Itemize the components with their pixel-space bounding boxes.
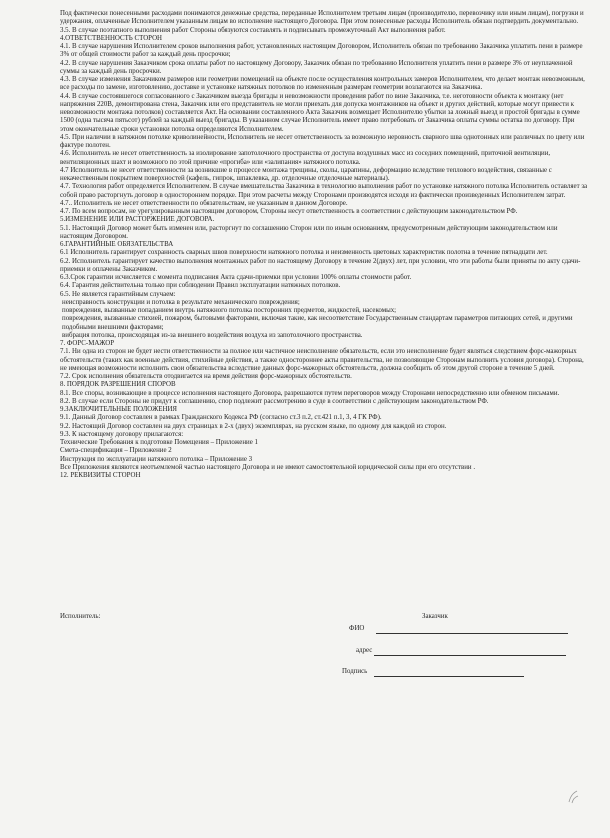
- paragraph-4-7b: 4.7. Технология работ определяется Исполнителем. В случае вмешательства Заказчика в технологию выполнения работ по установке натяжного потолка Исполнитель оставляет за собой право расторгнуть договор в одностороннем порядке. При этом расчеты между Сторонами производятся исходя из фактически произведенных Исполнителем затрат.: [60, 183, 588, 199]
- paragraph-6-3: 6.3.Срок гарантии исчисляется с момента подписания Акта сдачи-приемки при условии 100% оплаты стоимости работ.: [60, 274, 412, 281]
- paragraph-6-4: 6.4. Гарантия действительна только при соблюдении Правил эксплуатации натяжных потолков.: [60, 282, 341, 290]
- paragraph-7-1: 7.1. Ни одна из сторон не будет нести ответственности за полное или частичное неисполнение обязательств, если это неисполнение будет являться следствием форс-мажорных обстоятельств (таких как военные действия, стихийные действия, а также одностороннее акты правительства, не позволяющие Сторонам выполнить условия договора). Сторона, не имеющая возможности исполнить свои обязательства вследствие данных форс-мажорных обстоятельств, должна сообщить об этом другой стороне в течение 5 дней.: [60, 348, 584, 372]
- paragraph-4-7d: 4.7. По всем вопросам, не урегулированным настоящим договором, Стороны несут ответственность в соответствии с действующим законодательством РФ.: [60, 208, 518, 215]
- paragraph-4-4: 4.4. В случае состоявшегося согласованного с Заказчиком выезда бригады и невозможности проведения работ по вине Заказчика, т.е. неготовности объекта к монтажу (нет напряжения 220В, демонтирована стена, Заказчик или его представитель не могли приехать для допуска монтажников на объект и других действий, которые могут привести к невозможности монтажа потолков) составляется Акт. На основании составленного Акта Заказчик возмещает Исполнителю убытки за ложный выезд и простой бригады в сумме 1500 (одна тысяча пятьсот) рублей за каждый выезд бригады. В указанном случае Исполнитель имеет право потребовать от Заказчика оплаты суммы остатка по договору. При этом окончательные сроки установки потолка определяются Исполнителем.: [60, 92, 580, 133]
- appendix-3: Инструкция по эксплуатации натяжного потолка – Приложение 3: [60, 455, 253, 463]
- heading-liability: 4.ОТВЕТСТВЕННОСТЬ СТОРОН: [60, 34, 163, 42]
- paragraph-4-5: 4.5. При наличии в натяжном потолке криволинейности, Исполнитель не несет ответственность за возможную неровность сварного шва однотонных или различных по цвету или фактуре полотен.: [60, 133, 585, 149]
- warranty-exclusion-1: неисправность конструкции и потолка в результате механического повреждения;: [62, 298, 300, 306]
- customer-label: Заказчик: [422, 613, 448, 620]
- heading-requisites: 12. РЕКВИЗИТЫ СТОРОН: [60, 472, 141, 479]
- warranty-exclusion-3: повреждения, вызванные стихией, пожаром, бытовыми факторами, включая такие, как несоответствие Государственным стандартам параметров питающих сетей, и другими подобными внешними факторами;: [62, 315, 573, 331]
- contract-text: [60, 10, 588, 480]
- paragraph-3-5: 3.5. В случае поэтапного выполнения работ Стороны обязуются составлять и подписывать промежуточный Акт выполнения работ.: [60, 26, 446, 34]
- paragraph-6-1: 6.1 Исполнитель гарантирует сохранность сварных швов поверхности натяжного потолка и неизменность цветовых характеристик полотна в течение пятнадцати лет.: [60, 249, 548, 257]
- paragraph-expenses: Под фактически понесенными расходами понимаются денежные средства, переданные Исполнителем третьим лицам (производителю, перевозчику или иным лицам), погрузки и удержания, оплаченные Исполнителем указанным лицам во исполнение настоящего Договора. При этом понесенные расходы Исполнитель обязан подтвердить документально.: [60, 10, 584, 26]
- appendix-1: Технические Требования к подготовке Помещения – Приложение 1: [60, 439, 258, 446]
- heading-change: 5.ИЗМЕНЕНИЕ ИЛИ РАСТОРЖЕНИЕ ДОГОВОРА.: [60, 216, 215, 224]
- paragraph-8-1: 8.1. Все споры, возникающие в процессе исполнения настоящего Договора, разрешаются путем переговоров между Сторонами непосредственно или обменом письмами.: [60, 389, 560, 397]
- paragraph-4-3: 4.3. В случае изменения Заказчиком размеров или геометрии помещений на объекте после осуществления контрольных замеров Исполнителем, что делает монтаж невозможным, все расходы по замене, изготовлению, доставке и установке натяжных потолков по измененным размерам геометрии возлагаются на Заказчика.: [60, 76, 585, 92]
- paragraph-4-7a: 4.7 Исполнитель не несет ответственности за возникшие в процессе монтажа трещины, сколы, царапины, деформацию вследствие теплового воздействия, связанные с некачественным покрытием поверхностей (кафель, гипрок, шпаклевка, др. отделочные отделочные материалы).: [60, 166, 552, 182]
- heading-warranty: 6.ГАРАНТИЙНЫЕ ОБЯЗАТЕЛЬСТВА: [60, 241, 174, 248]
- appendix-2: Смета-спецификация – Приложение 2: [60, 447, 172, 455]
- paragraph-9-1: 9.1. Данный Договор составлен в рамках Гражданского Кодекса РФ (согласно ст.3 п.2, ст.421 п.1, 3, 4 ГК РФ).: [60, 414, 382, 422]
- paragraph-6-2: 6.2. Исполнитель гарантирует качество выполнения монтажных работ по настоящему Договору в течение 2(двух) лет, при условии, что эти работы были приняты по акту сдачи-приемки и оплачены Заказчиком.: [60, 257, 581, 273]
- paragraph-4-1: 4.1. В случае нарушения Исполнителем сроков выполнения работ, установленных настоящим Договором, Исполнитель обязан по требованию Заказчика уплатить пени в размере 3% от общей стоимости работ за каждый день просрочки;: [60, 43, 583, 59]
- paragraph-8-2: 8.2. В случае если Стороны не придут к соглашению, спор подлежит рассмотрению в суде в соответствии с действующим законодательством РФ.: [60, 397, 489, 405]
- paragraph-9-2: 9.2. Настоящий Договор составлен на двух страницах в 2-х (двух) экземплярах, на русском языке, по одному для каждой из сторон.: [60, 422, 447, 430]
- fio-line: [376, 633, 568, 634]
- heading-final: 9.ЗАКЛЮЧИТЕЛЬНЫЕ ПОЛОЖЕНИЯ: [60, 406, 178, 413]
- paragraph-6-5: 6.5. Не является гарантийным случаем:: [60, 290, 176, 298]
- signature-label: Подпись: [342, 668, 368, 675]
- paragraph-5-1: 5.1. Настоящий Договор может быть изменен или, расторгнут по соглашению Сторон или по иным основаниям, предусмотренным действующим законодательством или настоящим Договором.: [60, 224, 558, 240]
- paragraph-9-3: 9.3. К настоящему договору прилагаются:: [60, 430, 184, 438]
- warranty-exclusion-4: вибрация потолка, происходящая из-за внешнего воздействия воздуха из запотолочного пространства.: [62, 331, 363, 339]
- warranty-exclusion-2: повреждения, вызванные попаданием внутрь натяжного потолка посторонних предметов, жидкостей, насекомых;: [62, 307, 397, 314]
- heading-force-majeure: 7. ФОРС-МАЖОР: [60, 340, 115, 347]
- paragraph-7-2: 7.2. Срок исполнения обязательств отодвигается на время действия форс-мажорных обстоятельств.: [60, 373, 352, 380]
- paragraph-4-2: 4.2. В случае нарушения Заказчиком срока оплаты работ по настоящему Договору, Заказчик обязан по требованию Исполнителя уплатить пени в размере 3% от неуплаченной суммы за каждый день просрочки.: [60, 59, 573, 75]
- address-line: [374, 655, 566, 656]
- appendix-note: Все Приложения являются неотъемлемой частью настоящего Договора и не имеют самостоятельной юридической силы при его отсутствии .: [60, 463, 476, 471]
- address-label: адрес: [356, 647, 373, 654]
- executor-label: Исполнитель:: [60, 613, 101, 620]
- signature-line: [374, 676, 524, 677]
- paragraph-4-7c: 4.7.. Исполнитель не несет ответственности по обязательствам, не указанным в данном Договоре.: [60, 199, 348, 207]
- heading-disputes: 8. ПОРЯДОК РАЗРЕШЕНИЯ СПОРОВ: [60, 381, 176, 389]
- paragraph-4-6: 4.6. Исполнитель не несет ответственность за изолирование запотолочного пространства от доступа воздушных масс из соседних помещений, приточной вентиляции, вентиляционных шахт и возможного по этой причине «прогиба» или «залипания» натяжного потолка.: [60, 150, 551, 166]
- fio-label: ФИО: [349, 625, 365, 632]
- pen-mark-icon: [566, 788, 580, 806]
